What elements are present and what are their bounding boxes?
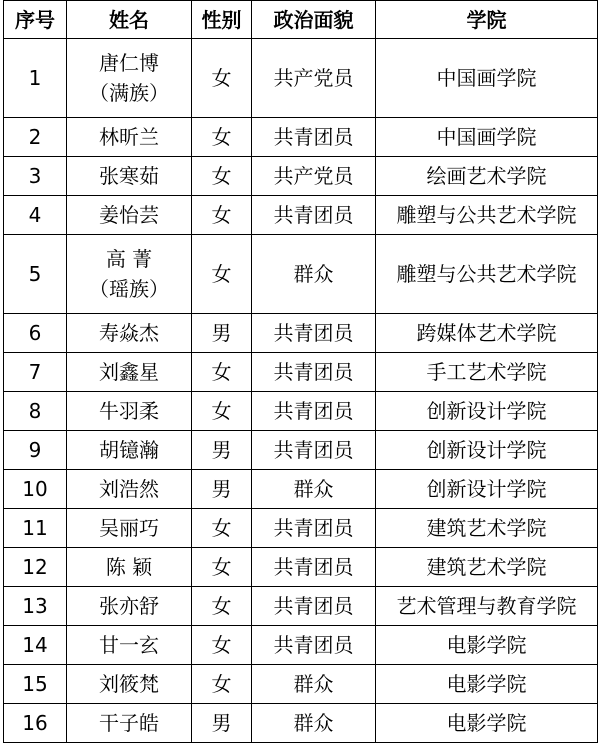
table-row [4,39,598,118]
row-name-cell: 寿焱杰 [67,314,192,353]
row-college-cell: 艺术管理与教育学院 [376,587,598,626]
row-no-cell: 11 [4,509,67,548]
row-gender-cell: 男 [192,704,252,743]
row-college-cell: 建筑艺术学院 [376,548,598,587]
row-no-cell: 8 [4,392,67,431]
row-political-cell: 群众 [252,704,376,743]
row-political-cell: 共青团员 [252,626,376,665]
row-college-cell: 中国画学院 [376,39,598,118]
row-gender-cell: 男 [192,314,252,353]
row-name-cell: 刘浩然 [67,470,192,509]
row-gender-cell: 女 [192,196,252,235]
header-gender: 性别 [192,1,252,39]
row-name-cell: 张亦舒 [67,587,192,626]
table-row [4,353,598,392]
row-gender-cell: 女 [192,509,252,548]
header-political: 政治面貌 [252,1,376,39]
row-gender-cell: 女 [192,235,252,314]
row-political-cell: 群众 [252,665,376,704]
table-row [4,470,598,509]
row-no-cell: 9 [4,431,67,470]
row-political-cell: 共青团员 [252,548,376,587]
row-college-cell: 电影学院 [376,626,598,665]
header-no: 序号 [4,1,67,39]
row-gender-cell: 女 [192,118,252,157]
header-row [4,1,598,39]
row-no-cell: 16 [4,704,67,743]
row-name-cell: 陈 颖 [67,548,192,587]
row-name-cell: 牛羽柔 [67,392,192,431]
row-gender-cell: 男 [192,431,252,470]
row-college-cell: 跨媒体艺术学院 [376,314,598,353]
row-name-text: 唐仁博 [99,51,159,75]
table-row [4,626,598,665]
row-college-cell: 创新设计学院 [376,431,598,470]
table-row [4,235,598,314]
row-ethnicity-text: （满族） [89,81,169,105]
row-gender-cell: 女 [192,587,252,626]
table-row [4,314,598,353]
row-political-cell: 共青团员 [252,587,376,626]
table-row [4,118,598,157]
row-no-cell: 4 [4,196,67,235]
row-political-cell: 共青团员 [252,431,376,470]
row-college-cell: 创新设计学院 [376,470,598,509]
table-row [4,431,598,470]
row-gender-cell: 女 [192,157,252,196]
row-college-cell: 雕塑与公共艺术学院 [376,196,598,235]
row-no-cell: 2 [4,118,67,157]
row-gender-cell: 女 [192,548,252,587]
row-no-cell: 5 [4,235,67,314]
row-political-cell: 共产党员 [252,157,376,196]
table-row [4,587,598,626]
row-ethnicity-text: （瑶族） [89,277,169,301]
row-college-cell: 电影学院 [376,704,598,743]
row-name-cell: 姜怡芸 [67,196,192,235]
row-political-cell: 共青团员 [252,118,376,157]
row-no-cell: 6 [4,314,67,353]
header-college: 学院 [376,1,598,39]
row-political-cell: 共青团员 [252,392,376,431]
row-gender-cell: 女 [192,39,252,118]
table-row [4,392,598,431]
row-no-cell: 1 [4,39,67,118]
row-college-cell: 绘画艺术学院 [376,157,598,196]
row-name-cell: 干子皓 [67,704,192,743]
row-gender-cell: 女 [192,353,252,392]
row-college-cell: 雕塑与公共艺术学院 [376,235,598,314]
row-name-cell: 刘筱梵 [67,665,192,704]
row-name-cell: 胡镱瀚 [67,431,192,470]
row-political-cell: 共青团员 [252,509,376,548]
row-name-cell [67,39,192,118]
row-name-text: 高 菁 [105,247,153,271]
row-college-cell: 手工艺术学院 [376,353,598,392]
row-name-cell: 甘一玄 [67,626,192,665]
row-gender-cell: 女 [192,392,252,431]
row-no-cell: 3 [4,157,67,196]
table-row [4,196,598,235]
table-body [4,39,598,743]
table-row [4,665,598,704]
table-row [4,548,598,587]
student-table [3,0,598,743]
row-political-cell: 群众 [252,470,376,509]
row-political-cell: 共青团员 [252,353,376,392]
row-name-cell: 吴丽巧 [67,509,192,548]
row-name-cell: 刘鑫星 [67,353,192,392]
row-college-cell: 建筑艺术学院 [376,509,598,548]
row-no-cell: 7 [4,353,67,392]
row-name-cell [67,235,192,314]
row-political-cell: 共青团员 [252,314,376,353]
row-name-cell: 张寒茹 [67,157,192,196]
row-name-cell: 林昕兰 [67,118,192,157]
table-row [4,509,598,548]
row-college-cell: 创新设计学院 [376,392,598,431]
row-gender-cell: 男 [192,470,252,509]
row-political-cell: 共青团员 [252,196,376,235]
row-no-cell: 12 [4,548,67,587]
table-row [4,704,598,743]
row-no-cell: 14 [4,626,67,665]
row-no-cell: 10 [4,470,67,509]
row-political-cell: 群众 [252,235,376,314]
row-gender-cell: 女 [192,626,252,665]
row-political-cell: 共产党员 [252,39,376,118]
row-no-cell: 15 [4,665,67,704]
row-college-cell: 电影学院 [376,665,598,704]
table-row [4,157,598,196]
row-gender-cell: 女 [192,665,252,704]
row-no-cell: 13 [4,587,67,626]
header-name: 姓名 [67,1,192,39]
row-college-cell: 中国画学院 [376,118,598,157]
